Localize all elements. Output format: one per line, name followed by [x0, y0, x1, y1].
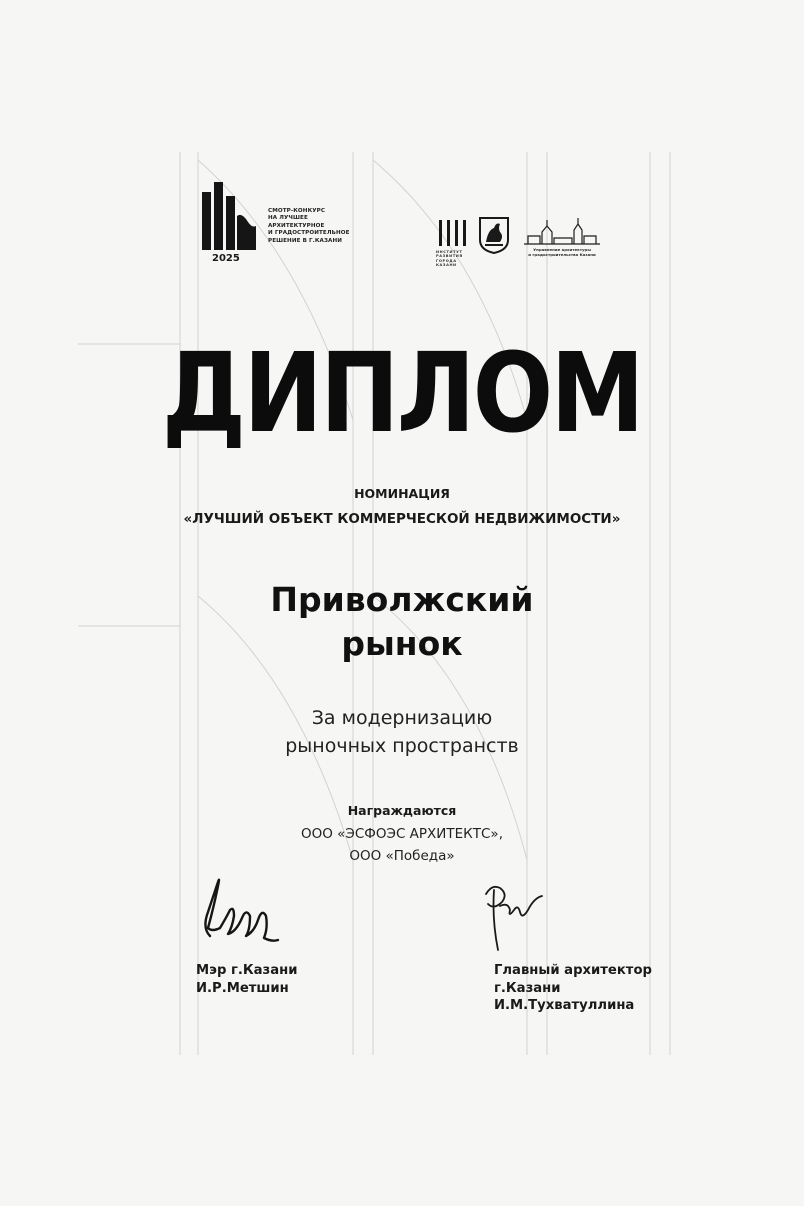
object-name-line: Приволжский	[270, 580, 534, 619]
chief-architect-title: Главный архитектор	[494, 963, 652, 978]
chief-architect-city: г.Казани	[494, 980, 561, 996]
contest-title	[268, 208, 378, 245]
department-caption-line: и градостроительства Казани	[528, 251, 596, 257]
contest-title-line: НА ЛУЧШЕЕ	[268, 215, 308, 222]
chief-architect-signature-block	[494, 962, 652, 1015]
award-reason	[0, 704, 804, 760]
institute-caption-line: РАЗВИТИЯ	[436, 254, 463, 259]
institute-caption	[436, 250, 476, 267]
awardee-name: ООО «Победа»	[349, 848, 455, 864]
contest-title-line: СМОТР-КОНКУРС	[268, 208, 326, 214]
awardees-list	[0, 823, 804, 867]
mayor-signature	[196, 872, 286, 948]
contest-title-line: РЕШЕНИЕ В Г.КАЗАНИ	[268, 237, 343, 244]
institute-caption-line: ГОРОДА	[436, 258, 457, 263]
object-name-line: рынок	[341, 624, 463, 663]
awardee-name: ООО «ЭСФОЭС АРХИТЕКТС»,	[301, 826, 503, 842]
diploma-title: ДИПЛОМ	[161, 329, 643, 457]
mayor-signature-block	[196, 962, 297, 997]
institute-caption-line: ИНСТИТУТ	[436, 250, 463, 254]
nomination-name: «ЛУЧШИЙ ОБЪЕКТ КОММЕРЧЕСКОЙ НЕДВИЖИМОСТИ»	[183, 511, 621, 527]
object-name	[0, 578, 804, 666]
mayor-name: И.Р.Метшин	[196, 980, 289, 996]
contest-title-line: АРХИТЕКТУРНОЕ	[268, 222, 325, 229]
award-reason-line: рыночных пространств	[285, 735, 519, 757]
awarded-label: Награждаются	[347, 803, 457, 818]
department-caption	[520, 248, 604, 257]
city-skyline-logo-icon	[200, 182, 258, 252]
kazan-coat-of-arms-icon	[478, 216, 510, 254]
mayor-title: Мэр г.Казани	[196, 963, 298, 978]
nomination-label: НОМИНАЦИЯ	[354, 486, 450, 501]
chief-architect-name: И.М.Тухватуллина	[494, 998, 635, 1013]
kremlin-skyline-icon	[520, 216, 604, 248]
institute-bars-icon	[438, 218, 468, 248]
contest-title-line: И ГРАДОСТРОИТЕЛЬНОЕ	[268, 230, 350, 237]
contest-year: 2025	[212, 253, 240, 264]
department-caption-line: Управление архитектуры	[533, 247, 591, 252]
chief-architect-signature	[478, 880, 548, 960]
award-reason-line: За модернизацию	[311, 707, 493, 729]
institute-caption-line: КАЗАНИ	[436, 262, 457, 267]
